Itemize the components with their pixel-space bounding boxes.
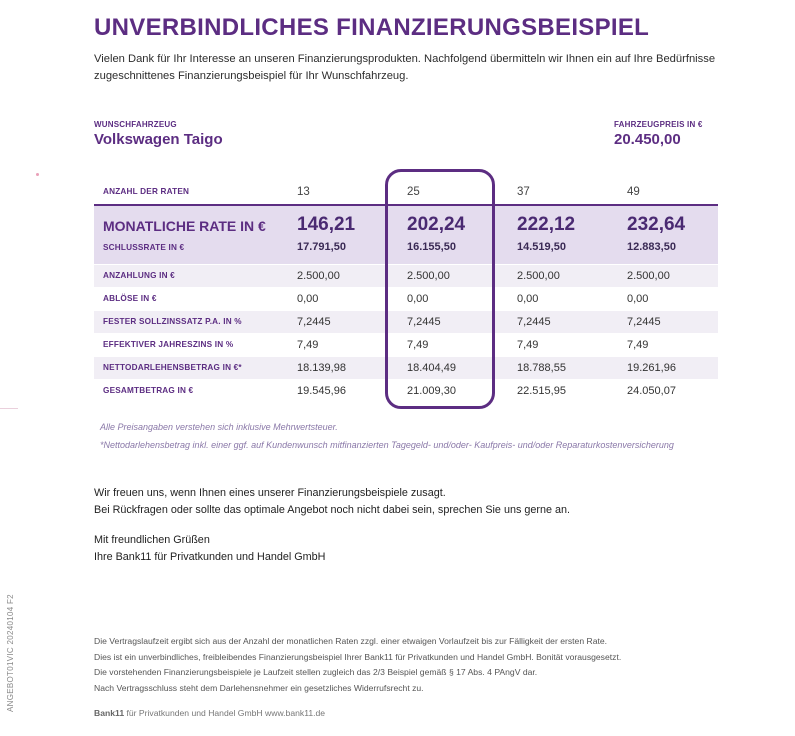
cell: 18.404,49 — [407, 362, 456, 374]
row-label: ANZAHL DER RATEN — [103, 187, 190, 196]
closing-paragraph — [94, 485, 570, 519]
closing-line: Bei Rückfragen oder sollte das optimale Angebot noch nicht dabei sein, sprechen Sie uns gerne an. — [94, 504, 570, 516]
cell: 2.500,00 — [297, 270, 340, 282]
vehicle-label: WUNSCHFAHRZEUG — [94, 120, 177, 129]
cell: 0,00 — [627, 293, 649, 305]
row-label: FESTER SOLLZINSSATZ P.A. IN % — [103, 317, 242, 326]
cell: 21.009,30 — [407, 385, 456, 397]
cell: 18.139,98 — [297, 362, 346, 374]
row-label: GESAMTBETRAG IN € — [103, 386, 194, 395]
cell: 24.050,07 — [627, 385, 676, 397]
legal-text — [94, 634, 621, 696]
greeting: Mit freundlichen Grüßen — [94, 534, 210, 546]
legal-line: Die vorstehenden Finanzierungsbeispiele je Laufzeit stellen zugleich das 2/3 Beispiel gemäß § 17 Abs. 4 PAngV dar. — [94, 667, 538, 677]
cell: 22.515,95 — [517, 385, 566, 397]
row-label: ANZAHLUNG IN € — [103, 271, 175, 280]
balloon-rate-value: 14.519,50 — [517, 241, 566, 253]
cell: 7,49 — [407, 339, 429, 351]
monthly-rate-value: 202,24 — [407, 214, 466, 235]
cell: 18.788,55 — [517, 362, 566, 374]
fold-mark — [0, 408, 18, 409]
footer — [94, 708, 325, 718]
monthly-rate-value: 232,64 — [627, 214, 686, 235]
cell: 7,2445 — [407, 316, 441, 328]
intro-text: Vielen Dank für Ihr Interesse an unseren Finanzierungsprodukten. Nachfolgend übermitteln wir Ihnen ein auf Ihre Bedürfnisse zugeschnittenes Finanzierungsbeispiel für Ihr Wunschfahrzeug. — [94, 53, 716, 82]
highlighted-column-frame — [385, 169, 495, 409]
cell: 19.545,96 — [297, 385, 346, 397]
cell: 7,2445 — [517, 316, 551, 328]
document-code: ANGEBOT01VIC 20240104 F2 — [6, 594, 15, 712]
cell: 2.500,00 — [627, 270, 670, 282]
monthly-rate-label: MONATLICHE RATE IN € — [103, 218, 266, 234]
legal-line: Die Vertragslaufzeit ergibt sich aus der Anzahl der monatlichen Raten zzgl. einer etwaigen Vorlaufzeit bis zur Fälligkeit der ersten Rate. — [94, 636, 608, 646]
term-25: 25 — [407, 186, 420, 198]
cell: 0,00 — [407, 293, 429, 305]
cell: 7,2445 — [627, 316, 661, 328]
cell: 7,49 — [297, 339, 319, 351]
signature-block — [94, 532, 325, 566]
balloon-rate-value: 12.883,50 — [627, 241, 676, 253]
cell: 19.261,96 — [627, 362, 676, 374]
cell: 7,49 — [627, 339, 649, 351]
balloon-rate-value: 17.791,50 — [297, 241, 346, 253]
cell: 0,00 — [517, 293, 539, 305]
footer-brand: Bank11 — [94, 708, 125, 718]
cell: 2.500,00 — [517, 270, 560, 282]
closing-line: Wir freuen uns, wenn Ihnen eines unserer Finanzierungsbeispiele zusagt. — [94, 487, 446, 499]
row-label: EFFEKTIVER JAHRESZINS IN % — [103, 340, 234, 349]
cell: 7,2445 — [297, 316, 331, 328]
vehicle-value: Volkswagen Taigo — [94, 131, 223, 148]
balloon-rate-value: 16.155,50 — [407, 241, 456, 253]
legal-line: Nach Vertragsschluss steht dem Darlehensnehmer ein gesetzliches Widerrufsrecht zu. — [94, 682, 424, 693]
price-value: 20.450,00 — [614, 131, 681, 148]
row-label: ABLÖSE IN € — [103, 294, 157, 303]
balloon-rate-label: SCHLUSSRATE IN € — [103, 243, 185, 252]
legal-line: Dies ist ein unverbindliches, freibleibendes Finanzierungsbeispiel Ihrer Bank11 für Privatkunden und Handel GmbH. Bonität vorausgesetzt. — [94, 651, 622, 662]
term-13: 13 — [297, 186, 310, 198]
page-title: UNVERBINDLICHES FINANZIERUNGSBEISPIEL — [94, 14, 650, 41]
monthly-rate-value: 222,12 — [517, 214, 576, 235]
vat-note: Alle Preisangaben verstehen sich inklusive Mehrwertsteuer. — [100, 422, 338, 432]
margin-mark — [36, 173, 39, 176]
row-label: NETTODARLEHENSBETRAG IN €* — [103, 363, 242, 372]
term-37: 37 — [517, 186, 530, 198]
cell: 7,49 — [517, 339, 539, 351]
sender: Ihre Bank11 für Privatkunden und Handel GmbH — [94, 551, 326, 563]
price-label: FAHRZEUGPREIS IN € — [614, 120, 703, 129]
cell: 2.500,00 — [407, 270, 450, 282]
cell: 0,00 — [297, 293, 319, 305]
monthly-rate-value: 146,21 — [297, 214, 356, 235]
footer-text: für Privatkunden und Handel GmbH www.bank11.de — [126, 708, 326, 718]
loan-footnote: *Nettodarlehensbetrag inkl. einer ggf. auf Kundenwunsch mitfinanzierten Tagegeld- und/oder- Kaufpreis- und/oder Reparaturkostenversicherung — [100, 440, 674, 450]
term-49: 49 — [627, 186, 640, 198]
